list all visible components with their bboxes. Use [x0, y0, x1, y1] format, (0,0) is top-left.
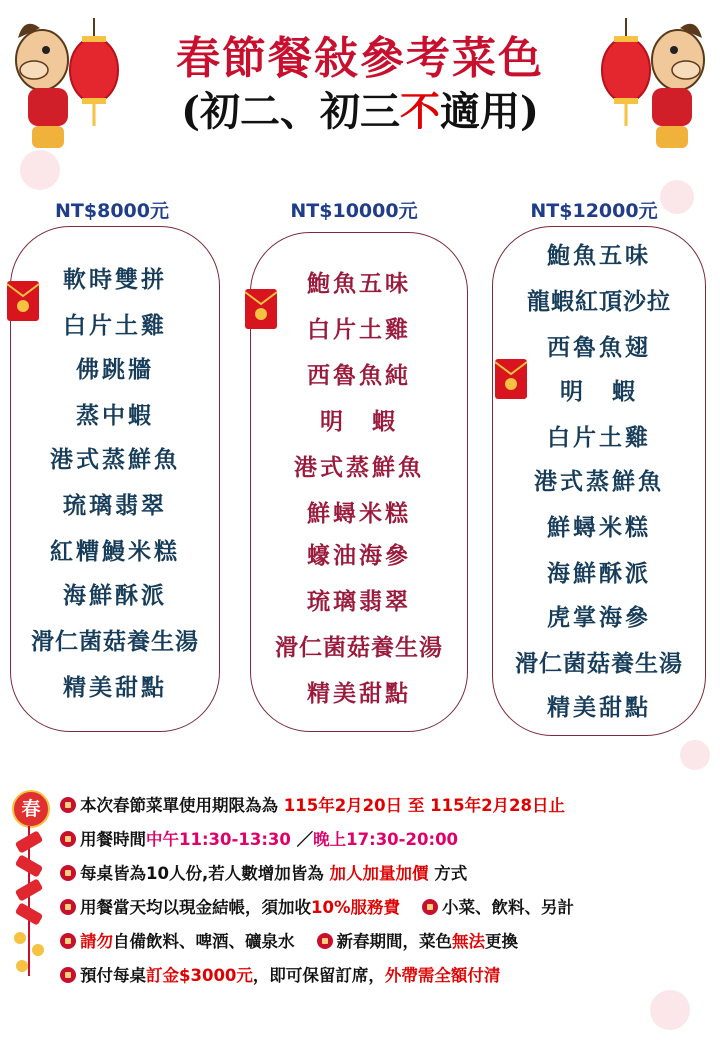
note-highlight: 中午11:30-13:30 — [146, 830, 291, 849]
spring-badge: 春 — [12, 790, 50, 828]
menu-item: 鮑魚五味 — [307, 270, 411, 297]
note-text: 更換 — [485, 932, 518, 951]
note-highlight: 無法 — [452, 932, 485, 951]
menu-item: 琉璃翡翠 — [307, 588, 411, 615]
note-text: 用餐當天均以現金結帳，須加收 — [80, 898, 311, 917]
note-text: 本次春節菜單使用期限為為 — [80, 796, 284, 815]
note-text: 小菜、飲料、另計 — [442, 898, 574, 917]
menu-item: 精美甜點 — [63, 674, 167, 701]
note-validity — [60, 792, 565, 816]
note-highlight: 加人加量加價 — [329, 864, 429, 883]
subtitle-highlight: 不 — [400, 88, 440, 135]
red-envelope-icon — [494, 358, 528, 400]
note-highlight: 10%服務費 — [311, 898, 400, 917]
note-text: 方式 — [428, 864, 468, 883]
price-label-8000: NT$8000元 — [55, 200, 169, 222]
menu-item: 虎掌海參 — [547, 604, 651, 631]
menu-item: 蠔油海參 — [307, 542, 411, 569]
note-highlight: 請勿 — [80, 932, 113, 951]
menu-item: 琉璃翡翠 — [63, 492, 167, 519]
note-highlight: 訂金$3000元 — [146, 966, 253, 985]
spring-bullet-icon — [60, 831, 76, 847]
menu-item: 白片土雞 — [63, 312, 167, 339]
menu-item: 海鮮酥派 — [63, 582, 167, 609]
spring-bullet-icon — [60, 933, 76, 949]
menu-column-12000 — [492, 226, 706, 736]
note-highlight: 115年2月20日 至 115年2月28日止 — [283, 796, 566, 815]
menu-item: 明 蝦 — [320, 408, 398, 435]
spring-bullet-icon — [60, 899, 76, 915]
menu-item: 滑仁菌菇養生湯 — [31, 628, 199, 655]
spring-bullet-icon — [422, 899, 438, 915]
menu-item: 精美甜點 — [547, 694, 651, 721]
menu-item: 龍蝦紅頂沙拉 — [527, 288, 671, 315]
menu-item: 佛跳牆 — [76, 356, 154, 383]
note-text: 自備飲料、啤酒、礦泉水 — [113, 932, 295, 951]
menu-column-10000 — [250, 232, 468, 732]
note-highlight: 晚上17:30-20:00 — [313, 830, 459, 849]
red-envelope-icon — [6, 280, 40, 322]
menu-item: 港式蒸鮮魚 — [534, 468, 664, 495]
menu-item: 鮑魚五味 — [547, 242, 651, 269]
menu-column-8000 — [10, 226, 220, 732]
menu-item: 港式蒸鮮魚 — [294, 454, 424, 481]
note-text: ／ — [290, 830, 314, 849]
note-payment — [60, 894, 574, 918]
menu-item: 精美甜點 — [307, 680, 411, 707]
note-deposit — [60, 962, 500, 986]
spring-bullet-icon — [60, 865, 76, 881]
note-text: ，即可保留訂席， — [252, 966, 385, 985]
menu-item: 海鮮酥派 — [547, 560, 651, 587]
subtitle-prefix: (初二、初三 — [181, 88, 400, 135]
menu-item: 港式蒸鮮魚 — [50, 446, 180, 473]
price-label-10000: NT$10000元 — [290, 200, 418, 222]
menu-item: 滑仁菌菇養生湯 — [515, 650, 683, 677]
spring-bullet-icon — [317, 933, 333, 949]
price-label-12000: NT$12000元 — [530, 200, 658, 222]
note-text: 預付每桌 — [80, 966, 146, 985]
menu-item: 滑仁菌菇養生湯 — [275, 634, 443, 661]
blossom-decoration — [650, 990, 690, 1030]
note-table-size — [60, 860, 467, 884]
menu-item: 西魯魚翅 — [547, 334, 651, 361]
blossom-decoration — [680, 740, 710, 770]
note-no-outside-drinks — [60, 928, 518, 952]
note-text: 新春期間，菜色 — [336, 932, 452, 951]
subtitle-suffix: 適用) — [440, 88, 539, 135]
menu-item: 軟時雙拼 — [63, 266, 167, 293]
firecracker-decoration — [6, 826, 52, 986]
page-subtitle — [0, 80, 720, 137]
menu-item: 蒸中蝦 — [76, 402, 154, 429]
menu-item: 白片土雞 — [547, 424, 651, 451]
menu-item: 明 蝦 — [560, 378, 638, 405]
menu-item: 白片土雞 — [307, 316, 411, 343]
menu-item: 紅糟鰻米糕 — [50, 538, 180, 565]
note-highlight: 外帶需全額付清 — [384, 966, 501, 985]
menu-item: 西魯魚純 — [307, 362, 411, 389]
red-envelope-icon — [244, 288, 278, 330]
note-text: 每桌皆為10人份,若人數增加皆為 — [80, 864, 330, 883]
menu-item: 鮮蟳米糕 — [547, 514, 651, 541]
spring-bullet-icon — [60, 967, 76, 983]
spring-bullet-icon — [60, 797, 76, 813]
note-text: 用餐時間 — [80, 830, 146, 849]
page-title: 春節餐敍參考菜色 — [176, 33, 544, 84]
note-dining-hours — [60, 826, 458, 850]
menu-item: 鮮蟳米糕 — [307, 500, 411, 527]
